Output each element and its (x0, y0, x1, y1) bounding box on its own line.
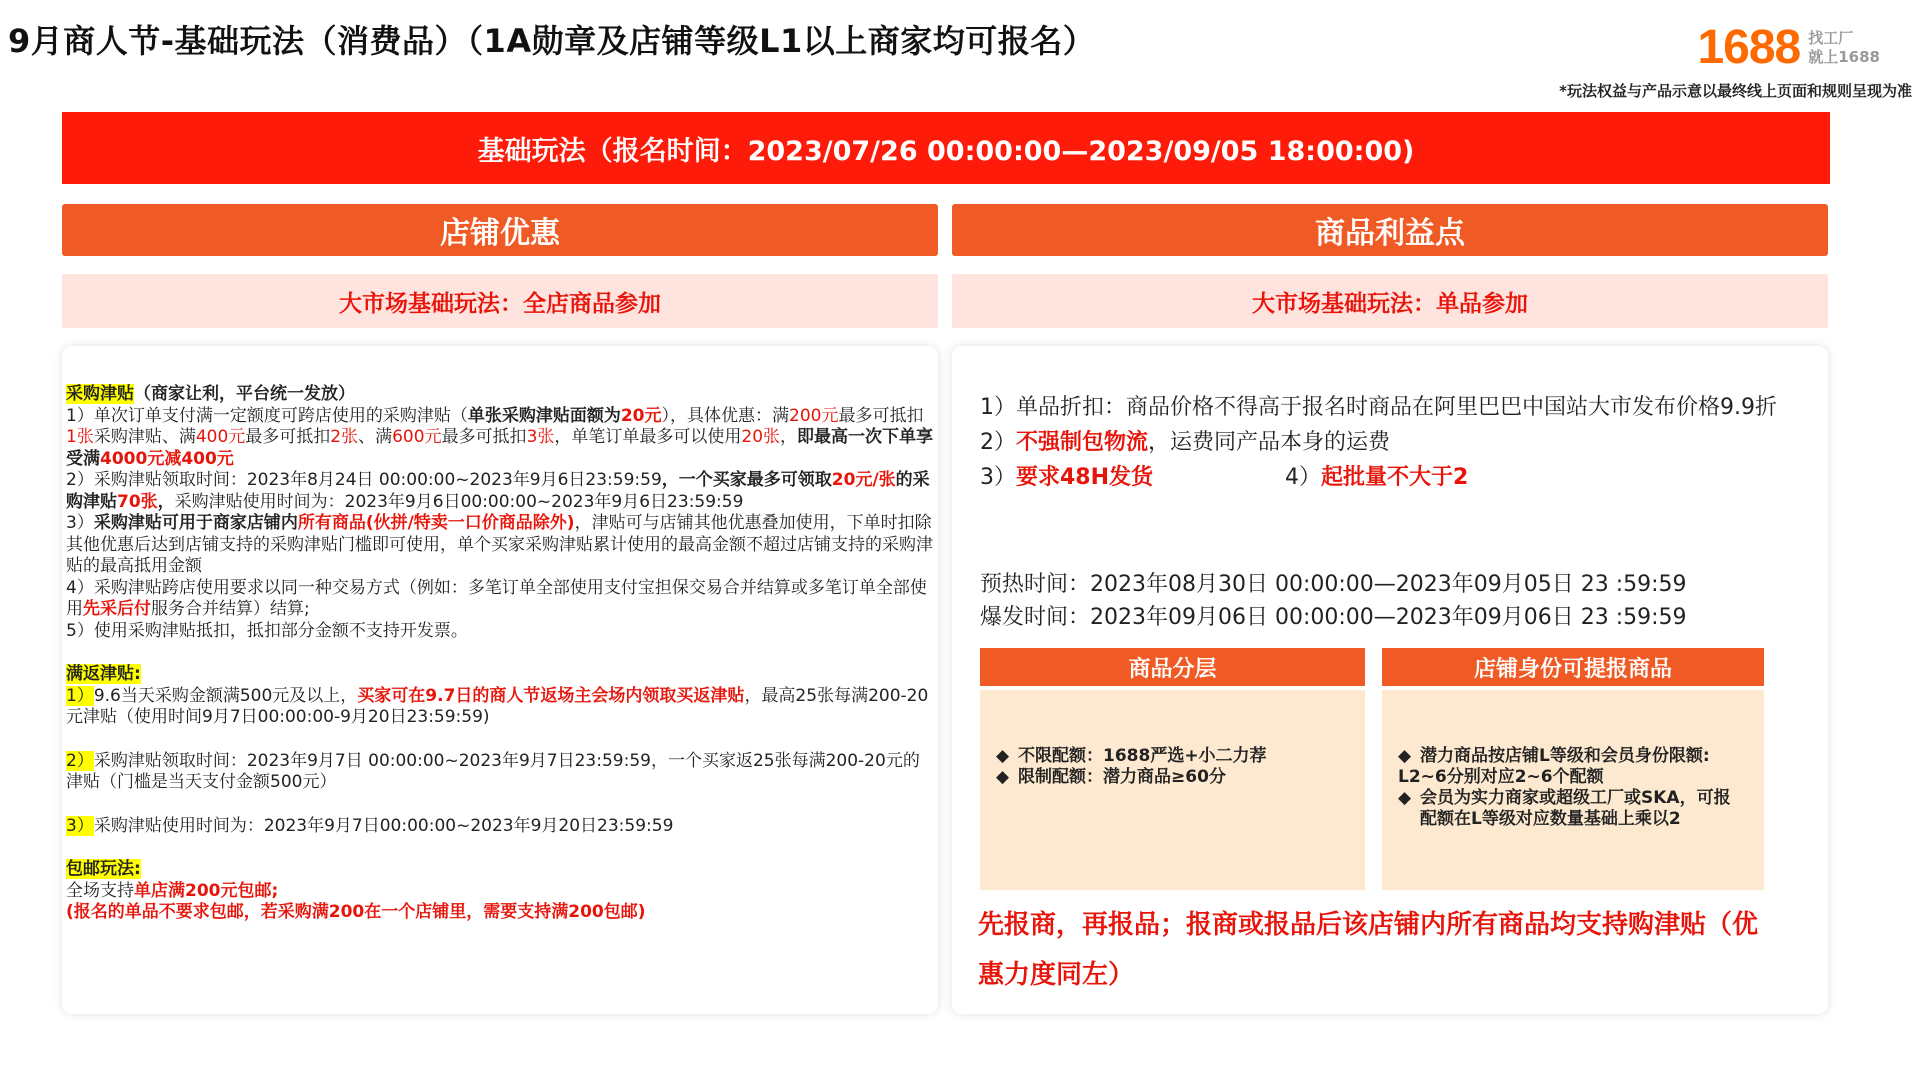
text: 9.6当天采购金额满500元及以上， (93, 685, 358, 706)
text: 4） (1285, 465, 1321, 490)
schedule (980, 568, 1780, 634)
tier-left-box (980, 690, 1365, 890)
burst-time: 爆发时间：2023年09月06日 00:00:00—2023年09月06日 23 :59:59 (980, 605, 1687, 630)
text: 、满 (358, 427, 393, 447)
shipping-line-1 (66, 881, 934, 903)
text: 会员为实力商家或超级工厂或SKA，可报 (1420, 788, 1731, 808)
text: 20元 (620, 405, 662, 426)
text: 最多可抵扣 (838, 405, 924, 426)
tier-left-item (996, 746, 1349, 767)
rebate-item-3 (66, 816, 934, 838)
tier-right-header: 店铺身份可提报商品 (1382, 648, 1764, 686)
text: 限制配额：潜力商品≥60分 (1018, 767, 1226, 787)
text: 20张 (741, 427, 781, 447)
text: 先采后付 (83, 599, 151, 619)
registration-banner: 基础玩法（报名时间：2023/07/26 00:00:00—2023/09/05 18:00:00) (62, 112, 1830, 184)
text: 起批量不大于2 (1321, 465, 1469, 490)
text: 潜力商品按店铺L等级和会员身份限额: (1420, 746, 1710, 766)
text: 1张 (66, 427, 94, 447)
text: 3） (66, 815, 94, 836)
subsidy-item-5: 5）使用采购津贴抵扣，抵扣部分金额不支持开发票。 (66, 620, 468, 641)
text: 20元/张 (831, 470, 896, 490)
text: ），具体优惠：满 (661, 405, 789, 426)
logo-slogan-line2: 就上1688 (1808, 47, 1880, 66)
text: ， (157, 491, 175, 512)
text: 4000元减400元 (100, 448, 234, 469)
text: 400元 (195, 427, 246, 447)
subsidy-item-3 (66, 513, 934, 578)
text: 2张 (330, 427, 359, 447)
text: 不强制包物流 (1016, 430, 1149, 455)
text: 1） (66, 685, 94, 706)
tier-left-item (996, 767, 1349, 788)
text: 2）采购津贴领取时间：2023年8月24日 00:00:00~2023年9月6日23:59:59 (66, 470, 662, 490)
text: 采购津贴使用时间为：2023年9月7日00:00:00~2023年9月20日23:59:59 (93, 815, 674, 836)
rule-2 (980, 425, 1780, 460)
rule-3-4 (980, 460, 1780, 495)
text: ， (780, 427, 798, 447)
text: ，单笔订单最多可以使用 (554, 427, 742, 447)
diamond-bullet-icon: ◆ (1398, 788, 1412, 808)
text: 4）采购津贴跨店使用要求以同一种交易方式（例如：多笔订单全部使用支付宝担保交易合并结算或多笔订单全部使用 (66, 577, 927, 619)
text: ，一个买家最多可领取 (661, 470, 832, 490)
tier-right-item-cont: L2~6分别对应2~6个配额 (1398, 767, 1604, 787)
shipping-heading (66, 859, 934, 881)
text: 采购津贴使用时间为：2023年9月6日00:00:00~2023年9月6日23:59:59 (174, 491, 744, 512)
text: 即最高一次下单享受满 (66, 427, 934, 469)
text: 2） (980, 430, 1016, 455)
text: 70张 (117, 491, 158, 512)
bottom-note: 先报商，再报品；报商或报品后该店铺内所有商品均支持购津贴（优惠力度同左） (978, 910, 1759, 990)
text: ，津贴可与店铺其他优惠叠加使用，下单时扣除其他优惠后达到店铺支持的采购津贴门槛即可使用，单个买家采购津贴累计使用的最高金额不超过店铺支持的采购津贴的最高抵用金额 (66, 513, 933, 576)
text: 全场支持 (66, 880, 134, 901)
subsidy-item-1 (66, 406, 934, 471)
text: 200元 (789, 405, 839, 426)
text: 所有商品(伙拼/特卖一口价商品除外) (297, 513, 575, 533)
text: 要求48H发货 (1016, 465, 1154, 490)
subsidy-heading (66, 384, 934, 406)
text: 最多可抵扣 (441, 427, 527, 447)
text: 2） (66, 750, 94, 771)
subsidy-title-note: （商家让利，平台统一发放） (134, 384, 355, 404)
logo-number: 1688 (1697, 21, 1801, 74)
text: 1）单次订单支付满一定额度可跨店使用的采购津贴（ (66, 405, 468, 426)
text: 600元 (392, 427, 442, 447)
text: 的采购津贴 (66, 470, 930, 512)
text: 服务合并结算）结算; (151, 599, 310, 619)
store-offer-subheader: 大市场基础玩法：全店商品参加 (62, 274, 938, 328)
diamond-bullet-icon: ◆ (1398, 746, 1412, 766)
text: 单张采购津贴面额为 (467, 405, 621, 426)
subsidy-item-2 (66, 470, 934, 513)
tier-left-header: 商品分层 (980, 648, 1365, 686)
rebate-title: 满返津贴: (66, 664, 141, 684)
text: 3） (66, 513, 94, 533)
product-benefit-subheader: 大市场基础玩法：单品参加 (952, 274, 1828, 328)
product-rules (980, 390, 1780, 495)
tier-right-item (1398, 746, 1748, 767)
tier-right-item (1398, 788, 1748, 809)
rebate-heading (66, 664, 934, 686)
rebate-item-2 (66, 751, 934, 794)
logo-slogan-line1: 找工厂 (1808, 28, 1854, 47)
text: 最多可抵扣 (245, 427, 331, 447)
product-benefit-header: 商品利益点 (952, 204, 1828, 256)
page-title: 9月商人节-基础玩法（消费品）（1A勋章及店铺等级L1以上商家均可报名） (8, 22, 1096, 60)
text: 采购津贴、满 (93, 427, 196, 447)
text: ，运费同产品本身的运费 (1148, 430, 1391, 455)
shipping-title: 包邮玩法: (66, 859, 141, 879)
text: 3） (980, 465, 1016, 490)
disclaimer-note: *玩法权益与产品示意以最终线上页面和规则呈现为准 (1559, 82, 1912, 100)
text: 采购津贴领取时间：2023年9月7日 00:00:00~2023年9月7日23:59:59，一个买家返25张每满200-20元的津贴（门槛是当天支付金额500元） (66, 750, 920, 792)
shipping-line-2: (报名的单品不要求包邮，若采购满200在一个店铺里，需要支持满200包邮) (66, 902, 646, 922)
subsidy-title: 采购津贴 (66, 384, 134, 404)
preheat-time: 预热时间：2023年08月30日 00:00:00—2023年09月05日 23 :59:59 (980, 572, 1687, 597)
text: 不限配额：1688严选+小二力荐 (1018, 746, 1267, 766)
subsidy-item-4 (66, 578, 934, 621)
store-offer-header: 店铺优惠 (62, 204, 938, 256)
tier-right-item-cont: 配额在L等级对应数量基础上乘以2 (1420, 809, 1681, 829)
rule-3 (980, 460, 1285, 495)
logo-slogan (1808, 29, 1880, 67)
diamond-bullet-icon: ◆ (996, 746, 1010, 766)
rebate-item-1 (66, 686, 934, 729)
diamond-bullet-icon: ◆ (996, 767, 1010, 787)
text: 单店满200元包邮; (134, 880, 279, 901)
text: ，最高25张每满200-20元津贴（使用时间9月7日00:00:00-9月20日23:59:59) (66, 685, 929, 727)
brand-logo (1697, 20, 1880, 75)
text: 买家可在9.7日的商人节返场主会场内领取买返津贴 (357, 685, 745, 706)
text: 3张 (526, 427, 555, 447)
store-offer-content (66, 384, 934, 924)
tier-right-box (1382, 690, 1764, 890)
rule-4 (1285, 460, 1468, 495)
rule-1: 1）单品折扣：商品价格不得高于报名时商品在阿里巴巴中国站大市发布价格9.9折 (980, 395, 1777, 420)
text: 采购津贴可用于商家店铺内 (93, 513, 298, 533)
